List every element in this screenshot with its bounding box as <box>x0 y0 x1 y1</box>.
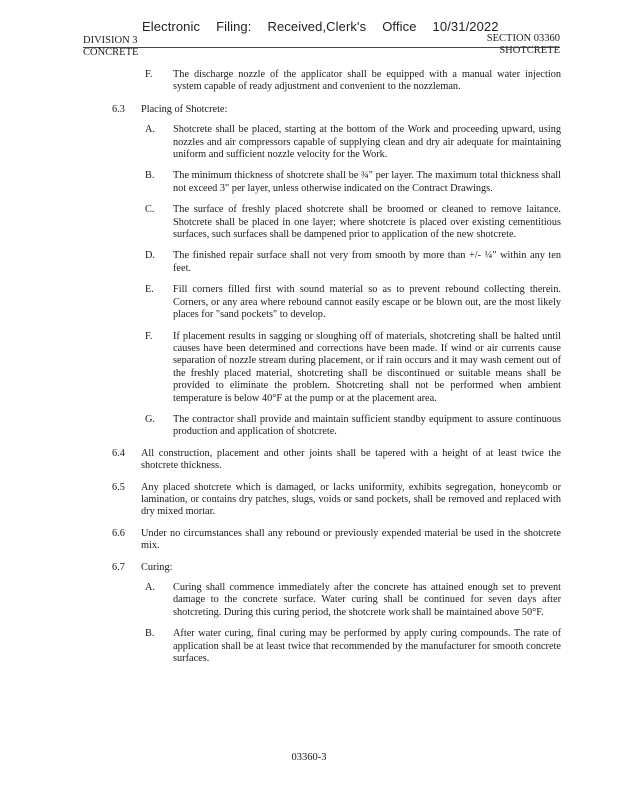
list-item <box>0 124 618 161</box>
item-text: After water curing, final curing may be performed by apply curing compounds. The rate of application shall be at least twice that recommended by the manufacturer for smooth concrete surfaces. <box>173 628 561 665</box>
list-item <box>0 69 618 94</box>
item-text: Under no circumstances shall any rebound or previously expended material be used in the shotcrete mix. <box>141 527 561 552</box>
item-label: 6.6 <box>112 527 125 539</box>
item-label: 6.7 <box>112 561 125 573</box>
section-item <box>0 562 618 574</box>
item-text: Fill corners filled first with sound material so as to prevent rebound collecting therein. Corners, or any area where rebound cannot easily escape or be blown out, are the most likely places for "sand pockets" to develop. <box>173 284 561 321</box>
stamp-part: Office <box>382 19 417 34</box>
document-body <box>0 62 618 665</box>
item-label: B. <box>145 628 155 640</box>
division-subtitle: CONCRETE <box>83 47 139 58</box>
item-label: F. <box>145 69 153 80</box>
stamp-part: Received,Clerk's <box>267 19 367 34</box>
division-label: DIVISION 3 <box>83 35 138 46</box>
item-text: Any placed shotcrete which is damaged, or lacks uniformity, exhibits segregation, honeycomb or lamination, or contains dry patches, slugs, voids or sand pockets, shall be removed and replaced with dry mixed mortar. <box>141 481 561 518</box>
page-number: 03360-3 <box>291 752 327 763</box>
list-item <box>0 414 618 439</box>
item-label: D. <box>145 250 156 262</box>
list-item <box>0 204 618 241</box>
list-item <box>0 250 618 275</box>
stamp-date: 10/31/2022 <box>432 19 499 34</box>
item-text: If placement results in sagging or sloughing off of materials, shotcreting shall be halted until causes have been determined and corrections have been made. If wind or air currents cause separation of nozzle stream during placement, or if rain occurs and it may wash cement out of the freshly placed material, shotcreting shall be discontinued or suitable means shall be provided to eliminate the problem. Shotcreting shall not be performed when ambient temperature is below 40°F at the pump or at the placement area. <box>173 330 561 404</box>
item-label: 6.5 <box>112 481 125 493</box>
item-label: A. <box>145 124 156 136</box>
item-text: The minimum thickness of shotcrete shall be ¾" per layer. The maximum total thickness shall not exceed 3" per layer, unless otherwise indicated on the Contract Drawings. <box>173 170 561 194</box>
item-label: F. <box>145 330 153 342</box>
list-item <box>0 628 618 665</box>
filing-stamp <box>142 19 515 34</box>
item-label: E. <box>145 284 154 296</box>
section-item <box>0 104 618 116</box>
item-label: A. <box>145 582 156 593</box>
item-label: C. <box>145 204 155 216</box>
list-item <box>0 170 618 195</box>
section-label: SECTION 03360 <box>486 33 560 44</box>
item-text: Placing of Shotcrete: <box>141 103 228 115</box>
item-label: 6.3 <box>112 103 125 115</box>
section-subtitle: SHOTCRETE <box>499 45 560 56</box>
item-label: 6.4 <box>112 447 125 459</box>
section-item <box>0 448 618 473</box>
stamp-part: Electronic <box>142 19 201 34</box>
list-item <box>0 284 618 321</box>
item-text: Curing: <box>141 561 173 573</box>
item-text: The contractor shall provide and maintain sufficient standby equipment to assure continuous production and application of shotcrete. <box>173 413 561 438</box>
header-rule <box>83 47 560 48</box>
item-label: G. <box>145 413 156 425</box>
header-section <box>487 33 560 57</box>
item-text: The surface of freshly placed shotcrete shall be broomed or cleaned to remove laitance. Shotcrete shall be placed in one layer; where shotcrete is placed over existing cementitious surfaces, such surfaces shall be dampened prior to application of the new shotcrete. <box>173 204 561 241</box>
section-item <box>0 528 618 553</box>
item-text: The finished repair surface shall not very from smooth by more than +/- ¼" within any ten feet. <box>173 250 561 274</box>
item-text: All construction, placement and other joints shall be tapered with a height of at least twice the shotcrete thickness. <box>141 447 561 472</box>
list-item <box>0 582 618 619</box>
stamp-part: Filing: <box>216 19 252 34</box>
item-label: B. <box>145 170 155 182</box>
item-text: Shotcrete shall be placed, starting at the bottom of the Work and proceeding upward, using nozzles and air compressors capable of supplying clean and dry air adequate for maintaining uniform and sufficient nozzle velocity for the Work. <box>173 124 561 161</box>
item-text: Curing shall commence immediately after the concrete has attained enough set to prevent damage to the concrete surface. Water curing shall be continued for seven days after shotcreting. During this curing period, the shotcrete work shall be maintained above 50°F. <box>173 582 561 618</box>
list-item <box>0 331 618 405</box>
item-text: The discharge nozzle of the applicator shall be equipped with a manual water injection system capable of ready adjustment and convenient to the nozzleman. <box>173 69 561 93</box>
section-item <box>0 482 618 519</box>
